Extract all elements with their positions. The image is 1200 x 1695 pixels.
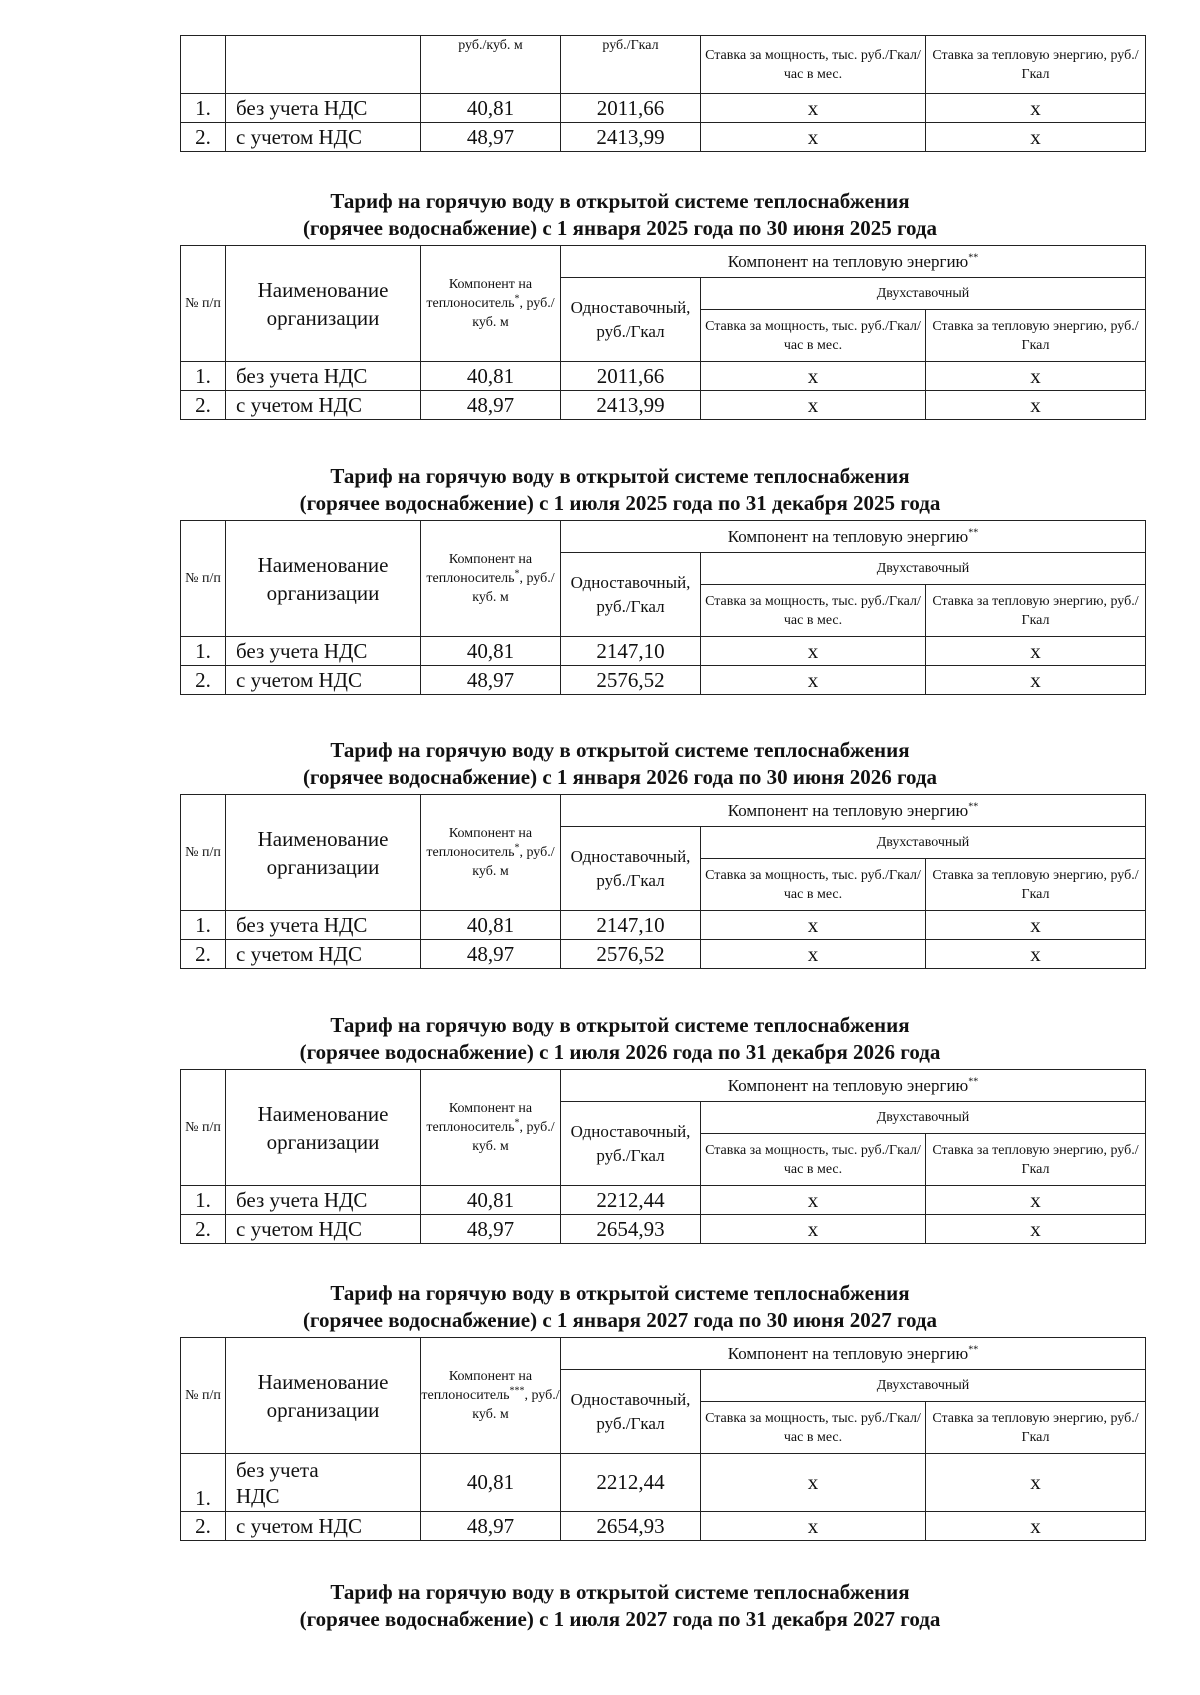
row-energy-value: х	[926, 1215, 1146, 1244]
row-single-value: 2212,44	[561, 1186, 701, 1215]
carrier-footnote-mark: *	[514, 293, 520, 305]
row-single-value: 2212,44	[561, 1454, 701, 1512]
header-cell-empty	[181, 36, 226, 94]
row-carrier-value: 40,81	[421, 362, 561, 391]
row-name: без учета НДС	[226, 362, 421, 391]
header-capacity-rate: Ставка за мощность, тыс. руб./Гкал/час в мес.	[701, 1402, 926, 1454]
row-name: без учета НДС	[226, 911, 421, 940]
heading-line-2: (горячее водоснабжение) с 1 января 2025 года по 30 июня 2025 года	[302, 216, 938, 240]
row-energy-value: х	[926, 362, 1146, 391]
row-number: 1.	[181, 362, 226, 391]
table-row	[181, 666, 1146, 695]
row-capacity-value: х	[701, 1186, 926, 1215]
carrier-unit-label: руб./куб. м	[472, 571, 555, 605]
row-name: без учета НДС	[226, 1454, 421, 1512]
header-organization-name: Наименование организации	[226, 246, 421, 362]
row-carrier-value: 48,97	[421, 666, 561, 695]
heat-component-label: Компонент на тепловую энергию	[727, 526, 969, 546]
row-name: без учета НДС	[226, 94, 421, 123]
header-number: № п/п	[181, 246, 226, 362]
row-energy-value: х	[926, 1186, 1146, 1215]
table-row	[181, 911, 1146, 940]
tariff-table	[180, 520, 1146, 695]
header-heat-component	[561, 246, 1146, 278]
header-number: № п/п	[181, 1070, 226, 1186]
row-single-value: 2654,93	[561, 1512, 701, 1541]
table-row	[181, 940, 1146, 969]
section-heading	[170, 737, 1070, 791]
row-capacity-value: х	[701, 1512, 926, 1541]
tariff-table	[180, 1069, 1146, 1244]
header-energy-rate: Ставка за тепловую энергию, руб./Гкал	[926, 1402, 1146, 1454]
row-capacity-value: х	[701, 940, 926, 969]
row-number: 1.	[181, 1454, 226, 1512]
header-energy-rate: Ставка за тепловую энергию, руб./Гкал	[926, 585, 1146, 637]
header-capacity-rate: Ставка за мощность, тыс. руб./Гкал/час в мес.	[701, 36, 926, 94]
carrier-footnote-mark: *	[514, 1117, 520, 1129]
header-capacity-rate: Ставка за мощность, тыс. руб./Гкал/час в мес.	[701, 1134, 926, 1186]
carrier-unit-label: руб./куб. м	[472, 296, 555, 330]
heading-line-2: (горячее водоснабжение) с 1 июля 2025 года по 31 декабря 2025 года	[299, 491, 941, 515]
table-row	[181, 1512, 1146, 1541]
header-two-rate: Двухставочный	[701, 553, 1146, 585]
row-capacity-value: х	[701, 911, 926, 940]
table-row	[181, 94, 1146, 123]
row-energy-value: х	[926, 94, 1146, 123]
heading-line-2: (горячее водоснабжение) с 1 января 2026 года по 30 июня 2026 года	[302, 765, 938, 789]
row-single-value: 2011,66	[561, 362, 701, 391]
row-energy-value: х	[926, 637, 1146, 666]
row-capacity-value: х	[701, 1454, 926, 1512]
header-single-rate: Одноставочный, руб./Гкал	[561, 1370, 701, 1454]
table-row	[181, 362, 1146, 391]
tariff-table	[180, 794, 1146, 969]
heading-line-1: Тариф на горячую воду в открытой системе теплоснабжения	[330, 1580, 910, 1604]
carrier-component-label: Компонент на теплоноситель	[426, 552, 533, 586]
carrier-component-label: Компонент на теплоноситель	[426, 277, 533, 311]
row-capacity-value: х	[701, 123, 926, 152]
row-carrier-value: 40,81	[421, 1186, 561, 1215]
row-name: с учетом НДС	[226, 1512, 421, 1541]
header-organization-name: Наименование организации	[226, 1070, 421, 1186]
carrier-component-label: Компонент на теплоноситель	[426, 826, 533, 860]
carrier-footnote-mark: ***	[509, 1385, 525, 1397]
row-energy-value: х	[926, 940, 1146, 969]
row-name: без учета НДС	[226, 1186, 421, 1215]
header-organization-name: Наименование организации	[226, 1338, 421, 1454]
carrier-footnote-mark: *	[514, 842, 520, 854]
row-single-value: 2147,10	[561, 911, 701, 940]
header-two-rate: Двухставочный	[701, 1102, 1146, 1134]
row-name: без учета НДС	[226, 637, 421, 666]
header-energy-rate: Ставка за тепловую энергию, руб./Гкал	[926, 1134, 1146, 1186]
tariff-table-partial	[180, 35, 1146, 152]
header-energy-rate: Ставка за тепловую энергию, руб./Гкал	[926, 310, 1146, 362]
row-carrier-value: 48,97	[421, 1512, 561, 1541]
row-energy-value: х	[926, 666, 1146, 695]
header-organization-name: Наименование организации	[226, 521, 421, 637]
row-single-value: 2413,99	[561, 391, 701, 420]
row-energy-value: х	[926, 1454, 1146, 1512]
row-single-value: 2576,52	[561, 940, 701, 969]
row-capacity-value: х	[701, 666, 926, 695]
tariff-table	[180, 1337, 1146, 1541]
heat-component-label: Компонент на тепловую энергию	[727, 1343, 969, 1363]
carrier-unit-label: руб./куб. м	[472, 1120, 555, 1154]
header-two-rate: Двухставочный	[701, 827, 1146, 859]
heat-footnote-mark: **	[968, 1075, 979, 1087]
header-capacity-rate: Ставка за мощность, тыс. руб./Гкал/час в мес.	[701, 585, 926, 637]
row-single-value: 2147,10	[561, 637, 701, 666]
heading-line-2: (горячее водоснабжение) с 1 июля 2026 года по 31 декабря 2026 года	[299, 1040, 941, 1064]
heading-line-1: Тариф на горячую воду в открытой системе теплоснабжения	[330, 189, 910, 213]
row-name: с учетом НДС	[226, 1215, 421, 1244]
row-number: 2.	[181, 1512, 226, 1541]
header-two-rate: Двухставочный	[701, 1370, 1146, 1402]
row-energy-value: х	[926, 123, 1146, 152]
header-carrier-component: Компонент на теплоноситель*, руб./куб. м	[421, 246, 561, 362]
row-number: 2.	[181, 391, 226, 420]
row-number: 2.	[181, 123, 226, 152]
table-row	[181, 1454, 1146, 1512]
row-carrier-value: 40,81	[421, 637, 561, 666]
heat-footnote-mark: **	[968, 800, 979, 812]
row-number: 1.	[181, 1186, 226, 1215]
section-heading	[170, 1012, 1070, 1066]
header-energy-rate: Ставка за тепловую энергию, руб./Гкал	[926, 36, 1146, 94]
row-single-value: 2011,66	[561, 94, 701, 123]
row-carrier-value: 48,97	[421, 123, 561, 152]
row-capacity-value: х	[701, 391, 926, 420]
row-name: с учетом НДС	[226, 123, 421, 152]
heat-footnote-mark: **	[968, 1343, 979, 1355]
header-single-unit: руб./Гкал	[561, 36, 701, 94]
header-number: № п/п	[181, 1338, 226, 1454]
header-single-rate: Одноставочный, руб./Гкал	[561, 278, 701, 362]
header-carrier-component: Компонент на теплоноситель***, руб./куб. м	[421, 1338, 561, 1454]
row-single-value: 2576,52	[561, 666, 701, 695]
header-organization-name: Наименование организации	[226, 795, 421, 911]
heat-component-label: Компонент на тепловую энергию	[727, 1075, 969, 1095]
header-carrier-component: Компонент на теплоноситель*, руб./куб. м	[421, 1070, 561, 1186]
heat-component-label: Компонент на тепловую энергию	[727, 251, 969, 271]
heat-footnote-mark: **	[968, 526, 979, 538]
header-heat-component	[561, 1338, 1146, 1370]
header-two-rate: Двухставочный	[701, 278, 1146, 310]
row-single-value: 2654,93	[561, 1215, 701, 1244]
header-heat-component	[561, 795, 1146, 827]
header-carrier-component: Компонент на теплоноситель*, руб./куб. м	[421, 795, 561, 911]
row-number: 2.	[181, 1215, 226, 1244]
section-heading	[170, 463, 1070, 517]
header-single-rate: Одноставочный, руб./Гкал	[561, 827, 701, 911]
header-capacity-rate: Ставка за мощность, тыс. руб./Гкал/час в мес.	[701, 859, 926, 911]
section-heading	[170, 1280, 1070, 1334]
row-carrier-value: 40,81	[421, 911, 561, 940]
heat-footnote-mark: **	[968, 251, 979, 263]
row-name: с учетом НДС	[226, 666, 421, 695]
row-number: 2.	[181, 940, 226, 969]
row-number: 1.	[181, 637, 226, 666]
header-number: № п/п	[181, 795, 226, 911]
header-cell-empty	[226, 36, 421, 94]
row-capacity-value: х	[701, 362, 926, 391]
section-heading	[170, 188, 1070, 242]
row-energy-value: х	[926, 391, 1146, 420]
heading-line-1: Тариф на горячую воду в открытой системе теплоснабжения	[330, 464, 910, 488]
row-number: 2.	[181, 666, 226, 695]
header-heat-component	[561, 1070, 1146, 1102]
table-row	[181, 637, 1146, 666]
row-carrier-value: 48,97	[421, 1215, 561, 1244]
carrier-component-label: Компонент на теплоноситель	[421, 1369, 533, 1403]
heading-line-2: (горячее водоснабжение) с 1 января 2027 года по 30 июня 2027 года	[302, 1308, 938, 1332]
row-carrier-value: 48,97	[421, 940, 561, 969]
table-row	[181, 1215, 1146, 1244]
header-heat-component	[561, 521, 1146, 553]
heading-line-1: Тариф на горячую воду в открытой системе теплоснабжения	[330, 1013, 910, 1037]
header-single-rate: Одноставочный, руб./Гкал	[561, 1102, 701, 1186]
table-row	[181, 123, 1146, 152]
header-capacity-rate: Ставка за мощность, тыс. руб./Гкал/час в мес.	[701, 310, 926, 362]
header-energy-rate: Ставка за тепловую энергию, руб./Гкал	[926, 859, 1146, 911]
heading-line-1: Тариф на горячую воду в открытой системе теплоснабжения	[330, 1281, 910, 1305]
row-carrier-value: 48,97	[421, 391, 561, 420]
header-number: № п/п	[181, 521, 226, 637]
row-number: 1.	[181, 911, 226, 940]
row-energy-value: х	[926, 911, 1146, 940]
tariff-table	[180, 245, 1146, 420]
carrier-unit-label: руб./куб. м	[472, 1388, 560, 1422]
heading-line-2: (горячее водоснабжение) с 1 июля 2027 года по 31 декабря 2027 года	[299, 1607, 941, 1631]
table-row	[181, 391, 1146, 420]
carrier-unit-label: руб./куб. м	[472, 845, 555, 879]
carrier-component-label: Компонент на теплоноситель	[426, 1101, 533, 1135]
row-name: с учетом НДС	[226, 940, 421, 969]
row-carrier-value: 40,81	[421, 94, 561, 123]
row-capacity-value: х	[701, 94, 926, 123]
row-name: с учетом НДС	[226, 391, 421, 420]
table-row	[181, 1186, 1146, 1215]
row-capacity-value: х	[701, 1215, 926, 1244]
section-heading	[170, 1579, 1070, 1633]
header-single-rate: Одноставочный, руб./Гкал	[561, 553, 701, 637]
carrier-footnote-mark: *	[514, 568, 520, 580]
row-capacity-value: х	[701, 637, 926, 666]
row-single-value: 2413,99	[561, 123, 701, 152]
header-carrier-unit: руб./куб. м	[421, 36, 561, 94]
row-carrier-value: 40,81	[421, 1454, 561, 1512]
row-number: 1.	[181, 94, 226, 123]
header-carrier-component: Компонент на теплоноситель*, руб./куб. м	[421, 521, 561, 637]
heading-line-1: Тариф на горячую воду в открытой системе теплоснабжения	[330, 738, 910, 762]
row-energy-value: х	[926, 1512, 1146, 1541]
heat-component-label: Компонент на тепловую энергию	[727, 800, 969, 820]
